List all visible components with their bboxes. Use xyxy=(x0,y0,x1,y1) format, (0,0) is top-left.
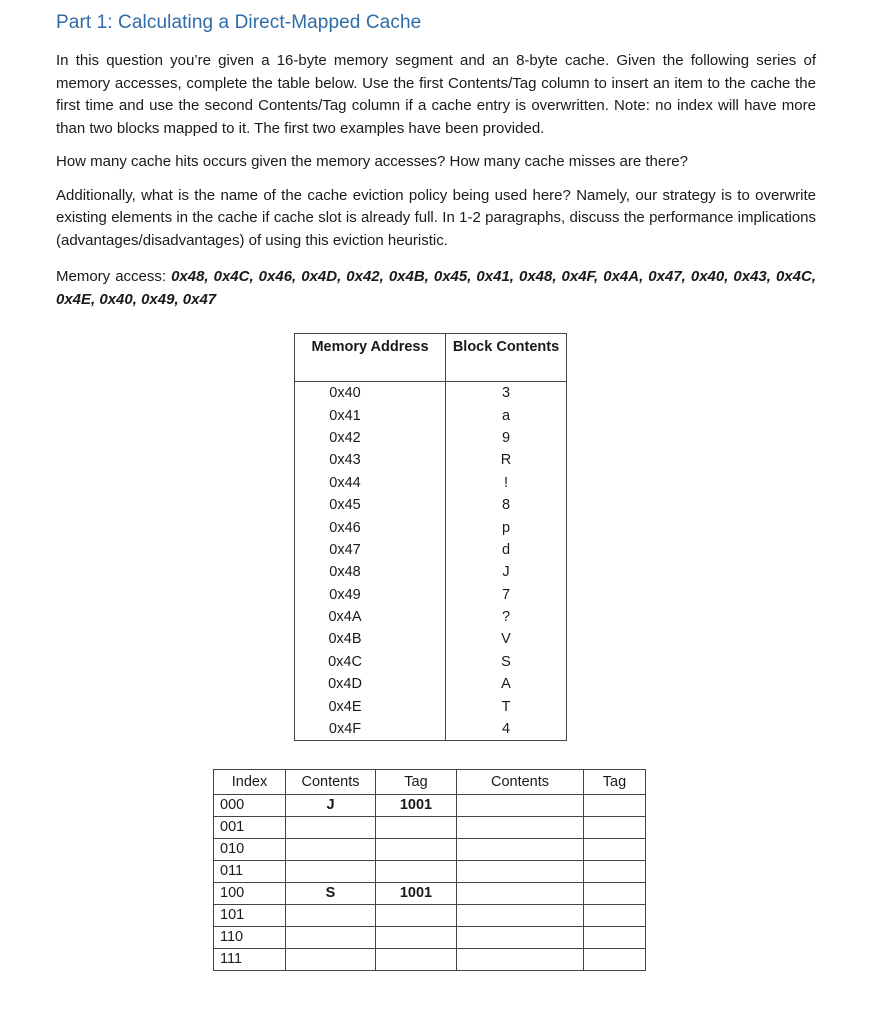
block-contents-cell: d xyxy=(446,539,567,561)
block-contents-cell: S xyxy=(446,651,567,673)
block-contents-cell: J xyxy=(446,561,567,583)
memory-address-cell: 0x45 xyxy=(295,494,446,516)
block-contents-cell: T xyxy=(446,695,567,717)
tag-cell-2[interactable] xyxy=(584,795,646,817)
contents-cell-1[interactable] xyxy=(286,839,376,861)
cache-row xyxy=(214,817,646,839)
hits-misses-question: How many cache hits occurs given the memory accesses? How many cache misses are there? xyxy=(56,153,688,170)
document-page xyxy=(56,8,816,322)
contents-header-1: Contents xyxy=(286,770,376,795)
tag-cell-1[interactable] xyxy=(376,861,457,883)
index-cell: 010 xyxy=(214,839,286,861)
page-title: Part 1: Calculating a Direct-Mapped Cache xyxy=(56,12,422,33)
memory-address-cell: 0x49 xyxy=(295,584,446,606)
block-contents-cell: 4 xyxy=(446,718,567,741)
tag-cell-2[interactable] xyxy=(584,861,646,883)
cache-row xyxy=(214,949,646,971)
memory-row xyxy=(295,472,567,494)
block-contents-cell: ? xyxy=(446,606,567,628)
cache-row xyxy=(214,795,646,817)
tag-cell-2[interactable] xyxy=(584,839,646,861)
tag-cell-2[interactable] xyxy=(584,905,646,927)
memory-access-label: Memory access: xyxy=(56,268,172,285)
contents-cell-2[interactable] xyxy=(457,883,584,905)
memory-access-sequence: 0x48, 0x4C, 0x46, 0x4D, 0x42, 0x4B, 0x45, 0x41, 0x48, 0x4F, 0x4A, 0x47, 0x40, 0x43, 0x4C, 0x4E, 0x40, 0x49, 0x47 xyxy=(56,268,816,308)
contents-cell-2[interactable] xyxy=(457,949,584,971)
tag-cell-2[interactable] xyxy=(584,817,646,839)
memory-row xyxy=(295,516,567,538)
memory-row xyxy=(295,404,567,426)
memory-address-cell: 0x4C xyxy=(295,651,446,673)
contents-cell-1[interactable] xyxy=(286,927,376,949)
memory-row xyxy=(295,494,567,516)
memory-row xyxy=(295,606,567,628)
block-contents-cell: 8 xyxy=(446,494,567,516)
memory-row xyxy=(295,651,567,673)
tag-header-1: Tag xyxy=(376,770,457,795)
memory-row xyxy=(295,718,567,741)
cache-row xyxy=(214,927,646,949)
memory-address-cell: 0x4B xyxy=(295,628,446,650)
block-contents-cell: a xyxy=(446,404,567,426)
cache-row xyxy=(214,905,646,927)
memory-row xyxy=(295,673,567,695)
eviction-policy-question: Additionally, what is the name of the cache eviction policy being used here? Namely, our strategy is to overwrite existing elements in the cache if cache slot is already full. In 1-2 paragraphs, discuss the performance implications (advantages/disadvantages) of using this eviction heuristic. xyxy=(56,186,816,249)
tag-cell-1[interactable] xyxy=(376,817,457,839)
memory-address-cell: 0x42 xyxy=(295,427,446,449)
memory-address-cell: 0x40 xyxy=(295,382,446,405)
memory-row xyxy=(295,695,567,717)
index-cell: 100 xyxy=(214,883,286,905)
memory-address-cell: 0x4D xyxy=(295,673,446,695)
cache-row xyxy=(214,839,646,861)
tag-cell-2[interactable] xyxy=(584,927,646,949)
contents-header-2: Contents xyxy=(457,770,584,795)
memory-address-cell: 0x4E xyxy=(295,695,446,717)
tag-header-2: Tag xyxy=(584,770,646,795)
block-contents-cell: R xyxy=(446,449,567,471)
memory-address-cell: 0x43 xyxy=(295,449,446,471)
memory-row xyxy=(295,427,567,449)
memory-table xyxy=(294,333,567,741)
index-cell: 000 xyxy=(214,795,286,817)
memory-row xyxy=(295,628,567,650)
memory-address-cell: 0x4A xyxy=(295,606,446,628)
tag-cell-1[interactable] xyxy=(376,839,457,861)
memory-row xyxy=(295,382,567,405)
tag-cell-1[interactable] xyxy=(376,949,457,971)
memory-address-cell: 0x47 xyxy=(295,539,446,561)
memory-address-cell: 0x41 xyxy=(295,404,446,426)
memory-address-header: Memory Address xyxy=(295,334,446,382)
contents-cell-2[interactable] xyxy=(457,839,584,861)
block-contents-cell: 9 xyxy=(446,427,567,449)
memory-address-cell: 0x4F xyxy=(295,718,446,741)
block-contents-cell: 3 xyxy=(446,382,567,405)
contents-cell-1[interactable] xyxy=(286,905,376,927)
memory-row xyxy=(295,584,567,606)
tag-cell-1[interactable]: 1001 xyxy=(376,795,457,817)
block-contents-cell: 7 xyxy=(446,584,567,606)
index-header: Index xyxy=(214,770,286,795)
block-contents-header: Block Contents xyxy=(446,334,567,382)
memory-access-line xyxy=(56,266,816,311)
memory-row xyxy=(295,561,567,583)
index-cell: 111 xyxy=(214,949,286,971)
contents-cell-1[interactable] xyxy=(286,817,376,839)
instructions-paragraph: In this question you’re given a 16-byte memory segment and an 8-byte cache. Given the following series of memory accesses, complete the table below. Use the first Contents/Tag column to insert an item to the cache the first time and use the second Contents/Tag column if a cache entry is overwritten. Note: no index will have more than two blocks mapped to it. The first two examples have been provided. xyxy=(56,52,816,137)
contents-cell-1[interactable] xyxy=(286,949,376,971)
memory-row xyxy=(295,539,567,561)
tag-cell-2[interactable] xyxy=(584,949,646,971)
block-contents-cell: A xyxy=(446,673,567,695)
memory-address-cell: 0x44 xyxy=(295,472,446,494)
contents-cell-2[interactable] xyxy=(457,927,584,949)
cache-row xyxy=(214,883,646,905)
contents-cell-1[interactable]: S xyxy=(286,883,376,905)
memory-address-cell: 0x48 xyxy=(295,561,446,583)
index-cell: 001 xyxy=(214,817,286,839)
index-cell: 011 xyxy=(214,861,286,883)
tag-cell-1[interactable] xyxy=(376,905,457,927)
tag-cell-1[interactable] xyxy=(376,927,457,949)
cache-table xyxy=(213,769,646,971)
memory-row xyxy=(295,449,567,471)
tag-cell-1[interactable]: 1001 xyxy=(376,883,457,905)
contents-cell-2[interactable] xyxy=(457,817,584,839)
contents-cell-2[interactable] xyxy=(457,795,584,817)
memory-address-cell: 0x46 xyxy=(295,516,446,538)
index-cell: 110 xyxy=(214,927,286,949)
contents-cell-2[interactable] xyxy=(457,905,584,927)
index-cell: 101 xyxy=(214,905,286,927)
block-contents-cell: V xyxy=(446,628,567,650)
block-contents-cell: ! xyxy=(446,472,567,494)
block-contents-cell: p xyxy=(446,516,567,538)
cache-row xyxy=(214,861,646,883)
contents-cell-1[interactable] xyxy=(286,861,376,883)
contents-cell-2[interactable] xyxy=(457,861,584,883)
contents-cell-1[interactable]: J xyxy=(286,795,376,817)
tag-cell-2[interactable] xyxy=(584,883,646,905)
